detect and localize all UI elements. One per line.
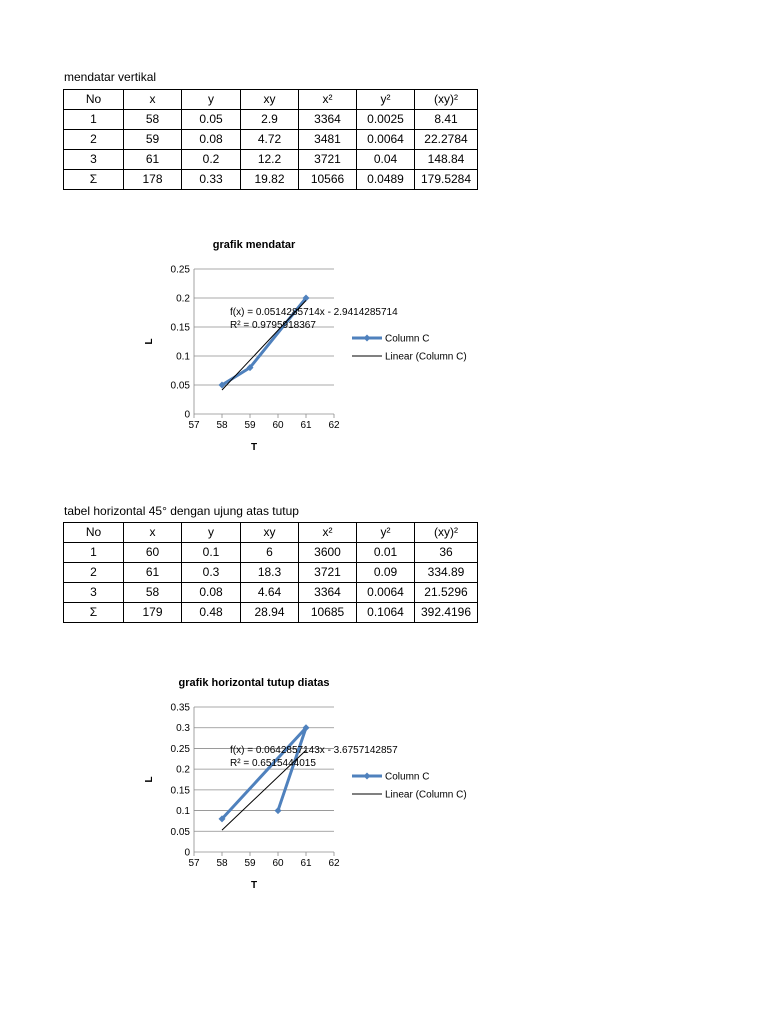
chart-grafik-mendatar [144,232,490,457]
x-tick-label: 62 [328,420,340,431]
table-cell: 3364 [299,583,357,603]
x-tick-label: 61 [300,420,312,431]
table-cell: 0.05 [182,110,241,130]
table-cell: 6 [241,543,299,563]
table-cell: 60 [124,543,182,563]
table-cell: 0.01 [357,543,415,563]
x-tick-label: 57 [188,420,200,431]
table-cell: 28.94 [241,603,299,623]
table-header-row [64,523,478,543]
y-axis-label: L [144,776,155,783]
y-tick-label: 0.35 [170,702,190,714]
y-tick-label: 0.1 [176,351,190,363]
chart-title: grafik mendatar [212,239,296,251]
table-cell: 10566 [299,170,357,190]
header-cell: y² [357,523,415,543]
header-cell: y [182,90,241,110]
table-cell: 392.4196 [415,603,478,623]
y-tick-label: 0.25 [170,264,190,276]
table-cell: 36 [415,543,478,563]
table-cell: 179 [124,603,182,623]
x-tick-label: 59 [244,858,256,869]
legend-trendline-label: Linear (Column C) [385,789,467,801]
header-cell: xy [241,523,299,543]
table-cell: 12.2 [241,150,299,170]
table2-caption: tabel horizontal 45° dengan ujung atas tutup [64,504,299,518]
x-tick-label: 62 [328,858,340,869]
y-tick-label: 0.15 [170,785,190,797]
series-line [222,728,306,819]
table-cell: 0.0064 [357,583,415,603]
table-cell: 0.3 [182,563,241,583]
table-cell: 0.48 [182,603,241,623]
y-tick-label: 0.05 [170,380,190,392]
y-tick-label: 0 [184,847,190,859]
table-cell: 2.9 [241,110,299,130]
legend-trendline-label: Linear (Column C) [385,351,467,363]
x-tick-label: 59 [244,420,256,431]
table-cell: 0.04 [357,150,415,170]
table-cell: 1 [64,543,124,563]
table-cell: 2 [64,130,124,150]
table-cell: 3 [64,583,124,603]
table-sum-row [64,603,478,623]
table-cell: 3600 [299,543,357,563]
table-cell: 10685 [299,603,357,623]
table-cell: 178 [124,170,182,190]
table-cell: 22.2784 [415,130,478,150]
table-row [64,150,478,170]
table-row [64,583,478,603]
table-cell: 0.08 [182,583,241,603]
table-cell: Σ [64,170,124,190]
table-cell: 59 [124,130,182,150]
table-cell: 4.64 [241,583,299,603]
y-tick-label: 0 [184,409,190,421]
table-cell: 3 [64,150,124,170]
table-mendatar-vertikal [63,89,478,190]
table-cell: 18.3 [241,563,299,583]
table-row [64,130,478,150]
header-cell: y [182,523,241,543]
header-cell: xy [241,90,299,110]
table-cell: 3721 [299,150,357,170]
trendline-r-squared: R² = 0.9795918367 [230,320,316,331]
x-axis-label: T [250,880,258,891]
table-cell: 0.0064 [357,130,415,150]
header-cell: y² [357,90,415,110]
header-cell: (xy)² [415,90,478,110]
header-cell: x² [299,90,357,110]
table-cell: 21.5296 [415,583,478,603]
table-horizontal-45 [63,522,478,623]
y-axis-label: L [144,338,155,345]
x-tick-label: 57 [188,858,200,869]
table-cell: 58 [124,583,182,603]
table1-caption: mendatar vertikal [64,70,157,84]
header-cell: No [64,90,124,110]
x-tick-label: 58 [216,858,228,869]
data-point [275,807,282,814]
table-cell: 1 [64,110,124,130]
table-header-row [64,90,478,110]
table-cell: 334.89 [415,563,478,583]
x-tick-label: 61 [300,858,312,869]
y-tick-label: 0.15 [170,322,190,334]
x-tick-label: 58 [216,420,228,431]
legend-series-marker [364,773,371,780]
x-axis-label: T [250,442,258,453]
y-tick-label: 0.25 [170,743,190,755]
header-cell: x [124,523,182,543]
header-cell: x² [299,523,357,543]
x-tick-label: 60 [272,858,284,869]
table-cell: 61 [124,563,182,583]
y-tick-label: 0.3 [176,723,190,735]
y-tick-label: 0.2 [176,764,190,776]
y-tick-label: 0.05 [170,826,190,838]
x-tick-label: 60 [272,420,284,431]
chart-title: grafik horizontal tutup diatas [178,677,330,689]
table-cell: 2 [64,563,124,583]
trendline-equation: f(x) = 0.0642857143x - 3.6757142857 [230,745,398,756]
table-cell: 148.84 [415,150,478,170]
trendline-r-squared: R² = 0.6515444015 [230,758,316,769]
table-cell: 179.5284 [415,170,478,190]
table-cell: 0.1064 [357,603,415,623]
table-row [64,543,478,563]
table-cell: 61 [124,150,182,170]
y-tick-label: 0.2 [176,293,190,305]
table-cell: Σ [64,603,124,623]
legend-series-marker [364,335,371,342]
table-cell: 3481 [299,130,357,150]
table-cell: 0.09 [357,563,415,583]
table-cell: 19.82 [241,170,299,190]
header-cell: (xy)² [415,523,478,543]
legend-series-label: Column C [385,771,430,783]
table-sum-row [64,170,478,190]
table-cell: 0.0489 [357,170,415,190]
table-row [64,563,478,583]
table-cell: 0.0025 [357,110,415,130]
header-cell: x [124,90,182,110]
y-tick-label: 0.1 [176,806,190,818]
legend-series-label: Column C [385,333,430,345]
table-cell: 3721 [299,563,357,583]
table-row [64,110,478,130]
table-cell: 8.41 [415,110,478,130]
header-cell: No [64,523,124,543]
table-cell: 0.2 [182,150,241,170]
table-cell: 58 [124,110,182,130]
chart-grafik-horizontal-tutup-diatas [144,670,490,895]
table-cell: 0.33 [182,170,241,190]
table-cell: 0.1 [182,543,241,563]
table-cell: 4.72 [241,130,299,150]
table-cell: 0.08 [182,130,241,150]
table-cell: 3364 [299,110,357,130]
trendline-equation: f(x) = 0.0514285714x - 2.9414285714 [230,307,398,318]
